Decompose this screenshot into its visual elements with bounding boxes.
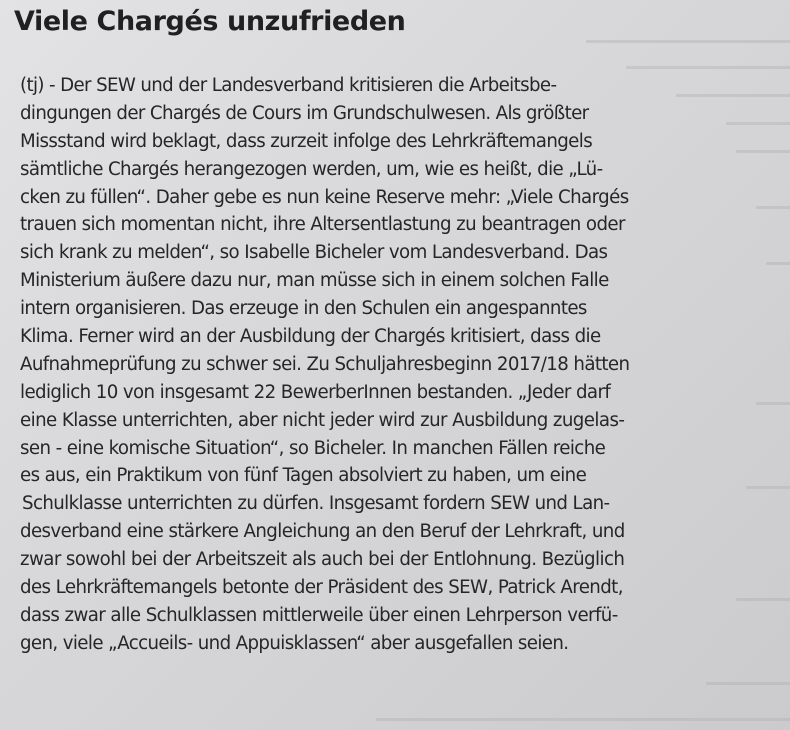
article-line: Schulklasse unterrichten zu dürfen. Insgesamt fordern SEW und Lan- [22, 493, 610, 515]
article-line: intern organisieren. Das erzeuge in den Schulen ein angespanntes [20, 298, 587, 320]
article-line: Ministerium äußere dazu nur, man müsse sich in einem solchen Falle [20, 270, 609, 292]
article-line: zwar sowohl bei der Arbeitszeit als auch bei der Entlohnung. Bezüglich [20, 549, 625, 571]
article-line: lediglich 10 von insgesamt 22 BewerberInnen bestanden. „Jeder darf [20, 381, 611, 403]
article-line: desverband eine stärkere Angleichung an den Beruf der Lehrkraft, und [20, 521, 625, 543]
article-line: es aus, ein Praktikum von fünf Tagen absolviert zu haben, um eine [20, 465, 587, 487]
article-line: trauen sich momentan nicht, ihre Altersentlastung zu beantragen oder [20, 214, 625, 236]
article-headline: Viele Chargés unzufrieden [14, 6, 406, 37]
article-line: dingungen der Chargés de Cours im Grundschulwesen. Als größter [20, 102, 589, 124]
article-line: Klima. Ferner wird an der Ausbildung der Chargés kritisiert, dass die [20, 326, 601, 348]
article-line: dass zwar alle Schulklassen mittlerweile über einen Lehrperson verfü- [20, 604, 618, 626]
article-line: des Lehrkräftemangels betonte der Präsident des SEW, Patrick Arendt, [20, 577, 623, 599]
article-line: gen, viele „Accueils- und Appuisklassen“ aber ausgefallen seien. [20, 632, 569, 654]
article-line: cken zu füllen“. Daher gebe es nun keine Reserve mehr: „Viele Chargés [20, 186, 629, 208]
article-line: (tj) - Der SEW und der Landesverband kritisieren die Arbeitsbe- [20, 75, 557, 96]
article-line: Missstand wird beklagt, dass zurzeit infolge des Lehrkräftemangels [20, 130, 593, 152]
article-line: Aufnahmeprüfung zu schwer sei. Zu Schuljahresbeginn 2017/18 hätten [20, 353, 630, 375]
article-body [20, 72, 790, 658]
article-line: sämtliche Chargés herangezogen werden, um, wie es heißt, die „Lü- [20, 158, 603, 180]
article-line: eine Klasse unterrichten, aber nicht jeder wird zur Ausbildung zugelas- [20, 409, 625, 431]
article-line: sich krank zu melden“, so Isabelle Bicheler vom Landesverband. Das [20, 242, 608, 264]
article-line: sen - eine komische Situation“, so Bicheler. In manchen Fällen reiche [20, 437, 606, 459]
